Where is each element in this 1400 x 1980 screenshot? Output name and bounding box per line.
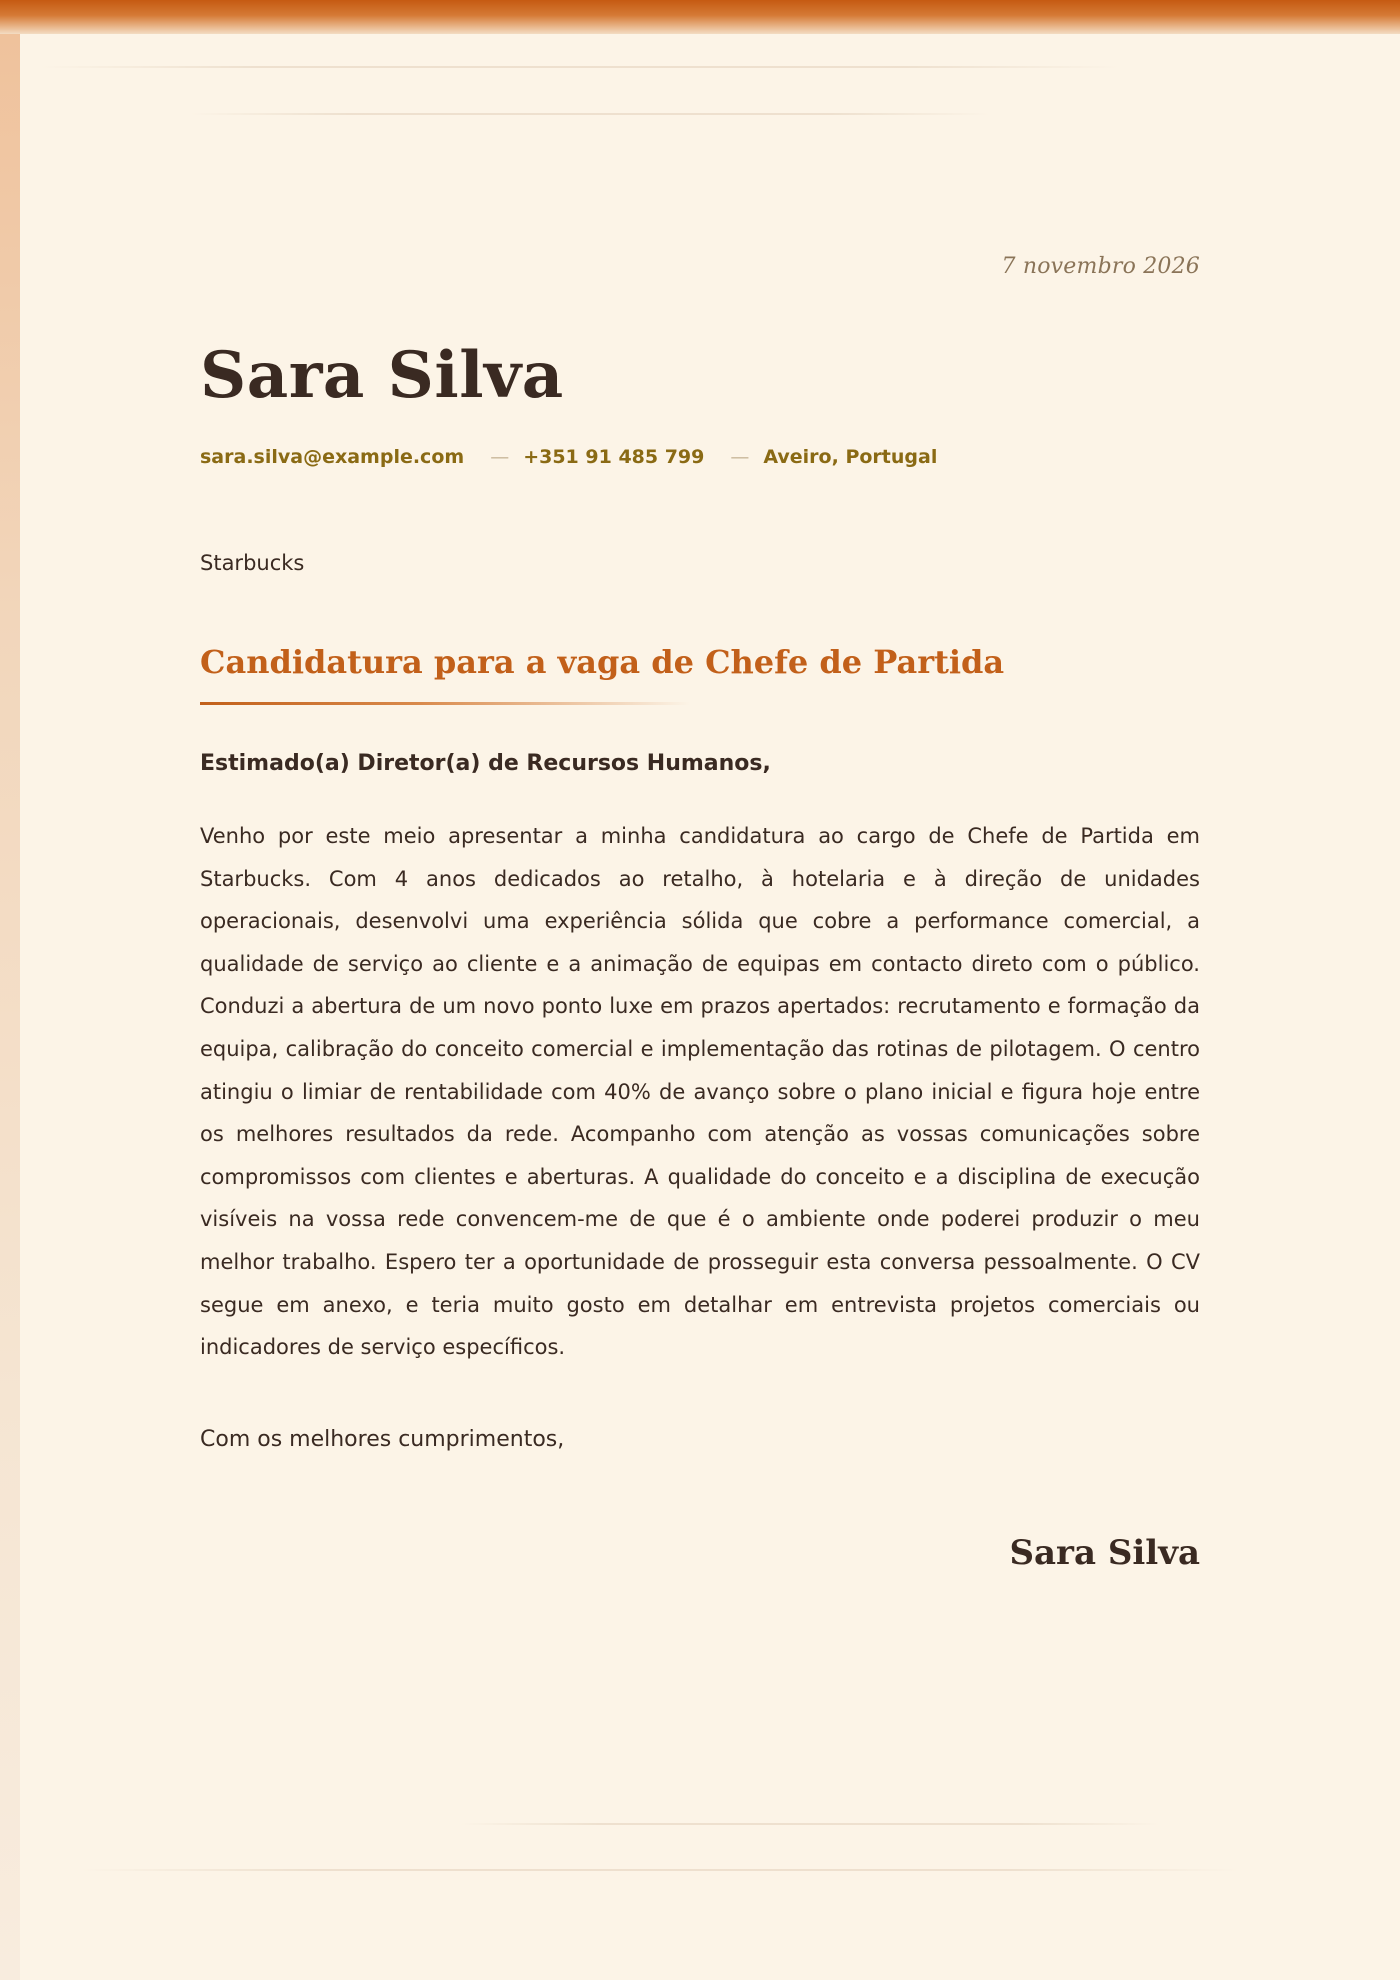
decorative-line [460, 1823, 1160, 1825]
top-accent-band [0, 0, 1400, 34]
sender-location: Aveiro, Portugal [763, 446, 938, 468]
contact-separator: — [490, 446, 510, 468]
letter-salutation: Estimado(a) Diretor(a) de Recursos Humanos, [200, 751, 771, 776]
contact-line [200, 446, 937, 468]
subject-underline [200, 702, 690, 705]
decorative-line [190, 113, 990, 115]
letter-closing: Com os melhores cumprimentos, [200, 1427, 565, 1452]
sender-name: Sara Silva [200, 338, 564, 413]
letter-date: 7 novembro 2026 [1001, 254, 1200, 279]
letter-body: Venho por este meio apresentar a minha candidatura ao cargo de Chefe de Partida em Starbucks. Com 4 anos dedicados ao retalho, à hotelaria e à direção de unidades operacionais, desenvolvi uma experiência sólida que cobre a performance comercial, a qualidade de serviço ao cliente e a animação de equipas em contacto direto com o público. Conduzi a abertura de um novo ponto luxe em prazos apertados: recrutamento e formação da equipa, calibração do conceito comercial e implementação das rotinas de pilotagem. O centro atingiu o limiar de rentabilidade com 40% de avanço sobre o plano inicial e figura hoje entre os melhores resultados da rede. Acompanho com atenção as vossas comunicações sobre compromissos com clientes e aberturas. A qualidade do conceito e a disciplina de execução visíveis na vossa rede convencem-me de que é o ambiente onde poderei produzir o meu melhor trabalho. Espero ter a oportunidade de prosseguir esta conversa pessoalmente. O CV segue em anexo, e teria muito gosto em detalhar em entrevista projetos comerciais ou indicadores de serviço específicos. [200, 824, 1200, 1360]
letter-subject: Candidatura para a vaga de Chefe de Partida [200, 643, 1005, 681]
decorative-line [40, 66, 1120, 68]
letter-signature: Sara Silva [1009, 1533, 1200, 1573]
recipient-company: Starbucks [200, 551, 305, 575]
contact-separator: — [730, 446, 750, 468]
left-accent-band [0, 34, 20, 1980]
sender-email: sara.silva@example.com [200, 446, 465, 468]
sender-phone: +351 91 485 799 [523, 446, 705, 468]
decorative-line [80, 1869, 1240, 1871]
